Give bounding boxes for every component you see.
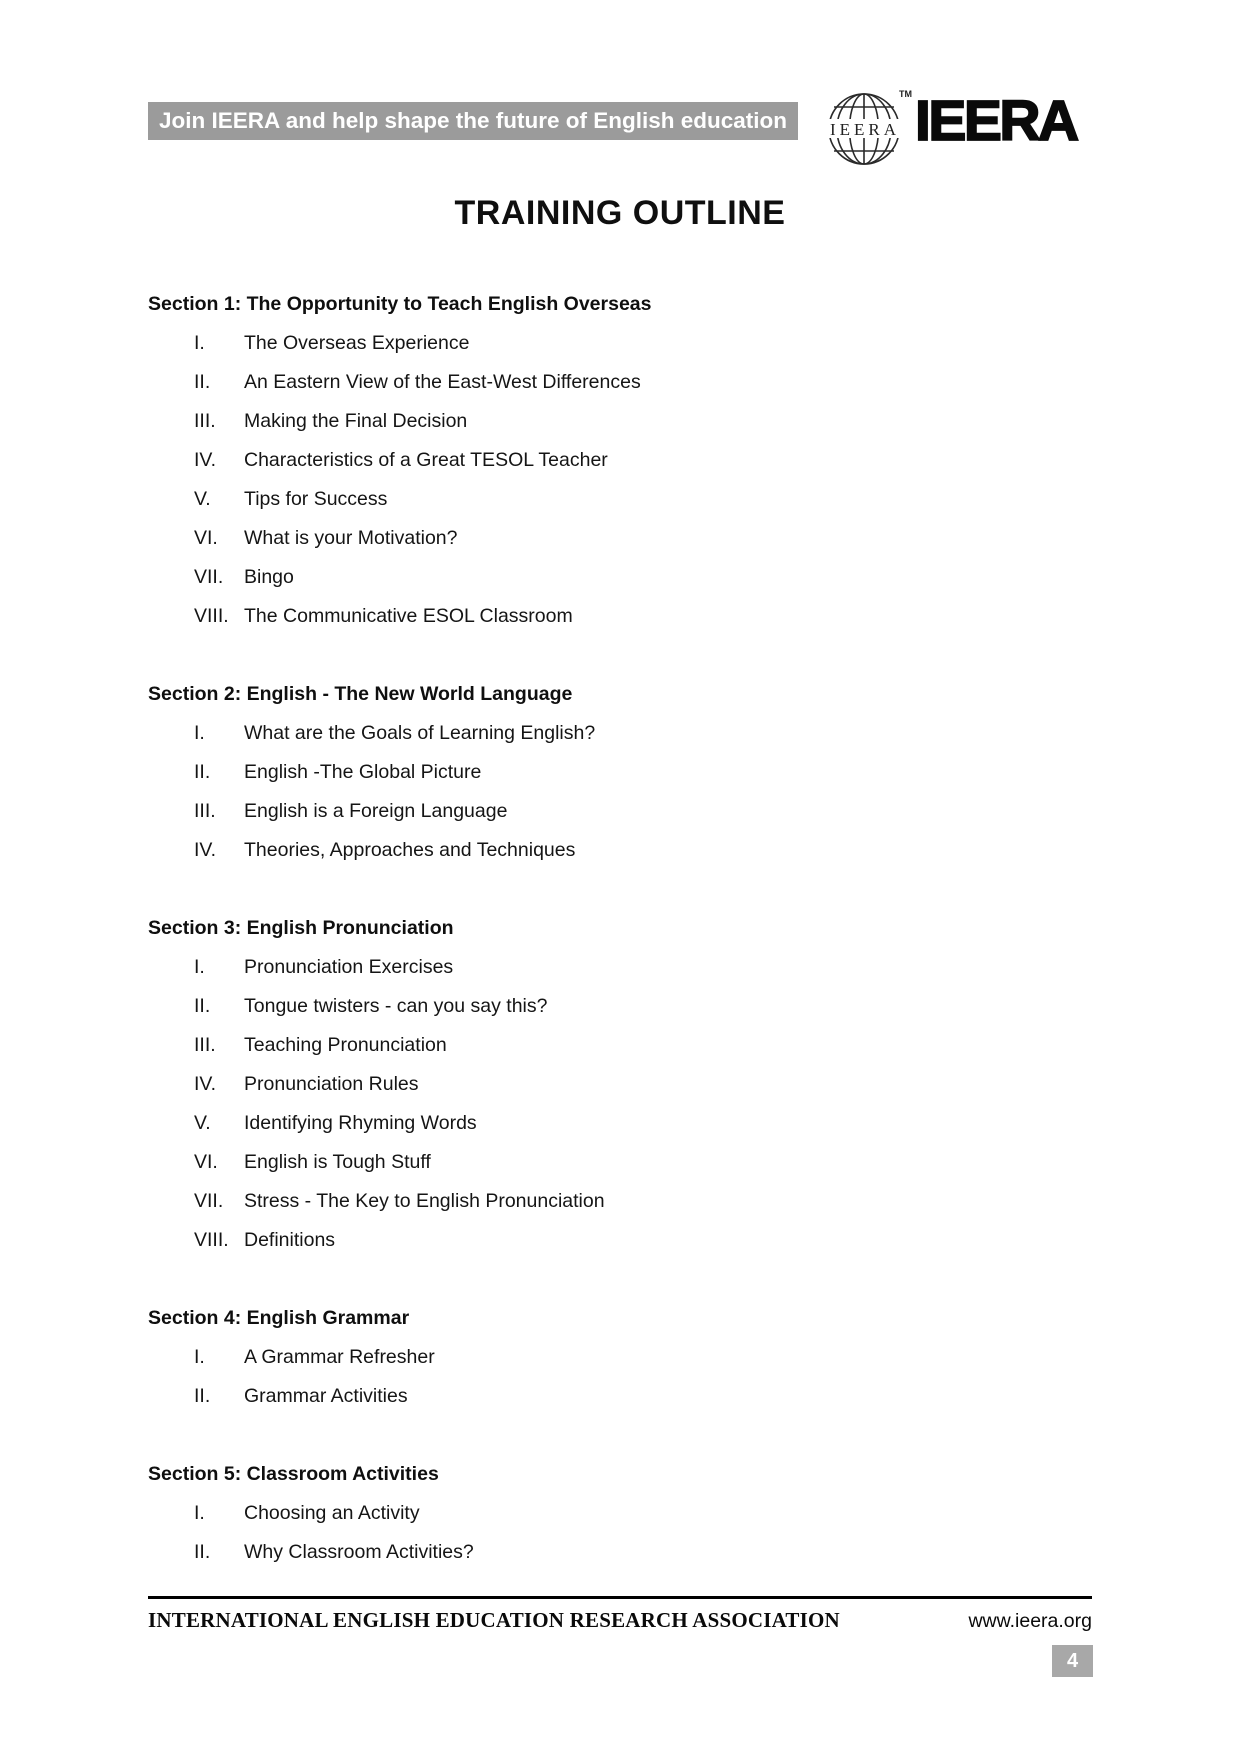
list-item xyxy=(194,597,1100,636)
list-item xyxy=(194,1065,1100,1104)
list-item xyxy=(194,324,1100,363)
item-numeral: IV. xyxy=(194,839,217,861)
item-text: English is a Foreign Language xyxy=(244,800,508,822)
ieera-logo xyxy=(826,82,1077,170)
list-item xyxy=(194,1338,1100,1377)
list-item xyxy=(194,402,1100,441)
item-numeral: I. xyxy=(194,722,205,744)
item-text: The Overseas Experience xyxy=(244,332,470,354)
section-items xyxy=(148,324,1100,636)
item-text: Stress - The Key to English Pronunciation xyxy=(244,1190,605,1212)
list-item xyxy=(194,948,1100,987)
footer xyxy=(148,1596,1092,1633)
section-items xyxy=(148,1494,1100,1572)
item-text: Teaching Pronunciation xyxy=(244,1034,447,1056)
item-text: An Eastern View of the East-West Differences xyxy=(244,371,641,393)
item-text: Tips for Success xyxy=(244,488,388,510)
page-title: TRAINING OUTLINE xyxy=(454,194,786,232)
list-item xyxy=(194,1377,1100,1416)
item-text: Making the Final Decision xyxy=(244,410,468,432)
item-numeral: III. xyxy=(194,800,216,822)
list-item xyxy=(194,558,1100,597)
section-heading: Section 5: Classroom Activities xyxy=(148,1463,439,1485)
item-text: Theories, Approaches and Techniques xyxy=(244,839,576,861)
page-number: 4 xyxy=(1066,1649,1079,1672)
item-numeral: VIII. xyxy=(194,1229,229,1251)
item-numeral: II. xyxy=(194,371,211,393)
globe-icon xyxy=(826,82,914,170)
item-text: Choosing an Activity xyxy=(244,1502,420,1524)
outline-section xyxy=(148,1455,1100,1572)
item-numeral: V. xyxy=(194,488,211,510)
list-item xyxy=(194,441,1100,480)
item-numeral: I. xyxy=(194,956,205,978)
item-numeral: II. xyxy=(194,761,211,783)
list-item xyxy=(194,363,1100,402)
section-heading: Section 1: The Opportunity to Teach English Overseas xyxy=(148,293,652,315)
list-item xyxy=(194,1026,1100,1065)
item-numeral: IV. xyxy=(194,449,217,471)
list-item xyxy=(194,480,1100,519)
item-numeral: VII. xyxy=(194,1190,224,1212)
item-numeral: V. xyxy=(194,1112,211,1134)
item-text: Grammar Activities xyxy=(244,1385,408,1407)
section-items xyxy=(148,1338,1100,1416)
list-item xyxy=(194,987,1100,1026)
item-text: Identifying Rhyming Words xyxy=(244,1112,477,1134)
list-item xyxy=(194,714,1100,753)
outline-sections xyxy=(148,285,1100,1572)
item-numeral: III. xyxy=(194,1034,216,1056)
item-numeral: I. xyxy=(194,1502,205,1524)
item-text: A Grammar Refresher xyxy=(244,1346,435,1368)
list-item xyxy=(194,1104,1100,1143)
banner-text: Join IEERA and help shape the future of English education xyxy=(159,108,787,133)
item-text: Pronunciation Exercises xyxy=(244,956,454,978)
item-text: The Communicative ESOL Classroom xyxy=(244,605,573,627)
item-numeral: II. xyxy=(194,995,211,1017)
outline-section xyxy=(148,909,1100,1260)
outline-section xyxy=(148,285,1100,636)
list-item xyxy=(194,753,1100,792)
item-text: What is your Motivation? xyxy=(244,527,458,549)
item-text: English -The Global Picture xyxy=(244,761,482,783)
item-numeral: I. xyxy=(194,1346,205,1368)
list-item xyxy=(194,792,1100,831)
item-numeral: VIII. xyxy=(194,605,229,627)
section-items xyxy=(148,948,1100,1260)
item-numeral: IV. xyxy=(194,1073,217,1095)
item-numeral: III. xyxy=(194,410,216,432)
item-text: Why Classroom Activities? xyxy=(244,1541,474,1563)
item-text: Bingo xyxy=(244,566,294,588)
item-numeral: I. xyxy=(194,332,205,354)
item-numeral: II. xyxy=(194,1541,211,1563)
item-numeral: VII. xyxy=(194,566,224,588)
list-item xyxy=(194,1143,1100,1182)
outline-section xyxy=(148,1299,1100,1416)
item-numeral: II. xyxy=(194,1385,211,1407)
item-text: Definitions xyxy=(244,1229,336,1251)
item-text: Characteristics of a Great TESOL Teacher xyxy=(244,449,608,471)
list-item xyxy=(194,1533,1100,1572)
list-item xyxy=(194,831,1100,870)
footer-website: www.ieera.org xyxy=(968,1610,1092,1632)
section-heading: Section 2: English - The New World Language xyxy=(148,683,573,705)
section-heading: Section 4: English Grammar xyxy=(148,1307,410,1329)
item-numeral: VI. xyxy=(194,1151,218,1173)
list-item xyxy=(194,1221,1100,1260)
list-item xyxy=(194,519,1100,558)
section-items xyxy=(148,714,1100,870)
logo-wordmark: IEERA xyxy=(915,89,1077,153)
section-heading: Section 3: English Pronunciation xyxy=(148,917,454,939)
item-text: English is Tough Stuff xyxy=(244,1151,431,1173)
item-text: Pronunciation Rules xyxy=(244,1073,419,1095)
item-text: What are the Goals of Learning English? xyxy=(244,722,596,744)
footer-organization: INTERNATIONAL ENGLISH EDUCATION RESEARCH ASSOCIATION xyxy=(148,1608,840,1632)
trademark-symbol: TM xyxy=(899,89,912,99)
header-banner xyxy=(148,102,798,140)
item-text: Tongue twisters - can you say this? xyxy=(244,995,548,1017)
list-item xyxy=(194,1182,1100,1221)
globe-letters: IEERA xyxy=(829,120,901,139)
list-item xyxy=(194,1494,1100,1533)
outline-section xyxy=(148,675,1100,870)
page-number-badge xyxy=(1052,1645,1093,1677)
item-numeral: VI. xyxy=(194,527,218,549)
